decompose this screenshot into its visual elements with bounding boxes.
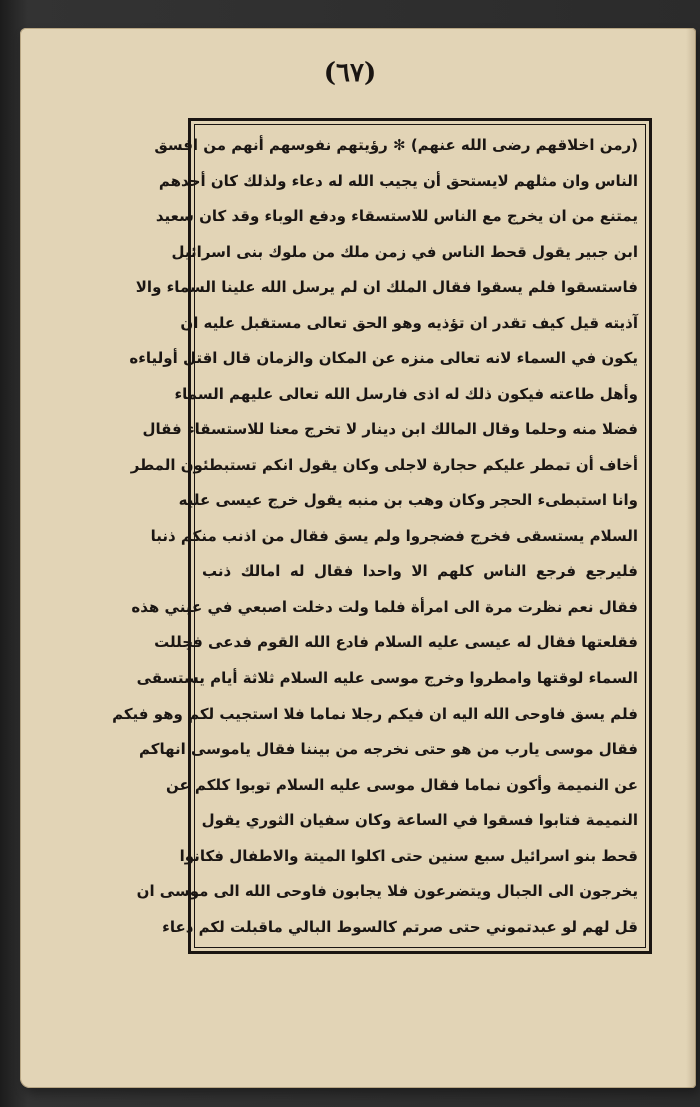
page-edge-shadow (686, 28, 696, 1088)
text-line-21: قحط بنو اسرائيل سبع سنين حتى اكلوا الميتة والاطفال فكانوا (179, 846, 638, 865)
text-line-13: فليرجع فرجع الناس كلهم الا واحدا فقال له امالك ذنب (202, 562, 638, 581)
page-number: (٦٧) (323, 58, 377, 88)
main-text-block (112, 130, 638, 942)
text-line-23: قل لهم لو عبدتموني حتى صرتم كالسوط البالي ماقبلت لكم دعاء (162, 917, 638, 936)
text-line-3: يمتنع من ان يخرج مع الناس للاستسقاء ودفع الوباء وقد كان سعيد (155, 207, 638, 226)
text-line-1: (رمن اخلاقهم رضى الله عنهم) ✻ رؤيتهم نفوسهم أنهم من افسق (154, 136, 638, 154)
text-line-6: آذيته قيل كيف تقدر ان تؤذيه وهو الحق تعالى مستقبل عليه ان (180, 313, 638, 332)
text-line-4: ابن جبير يقول قحط الناس في زمن ملك من ملوك بنى اسرائيل (171, 242, 638, 261)
text-line-17: فلم يسق فاوحى الله اليه ان فيكم رجلا نماما فلا استجيب لكم وهو فيكم (112, 704, 638, 723)
text-line-19: عن النميمة وأكون نماما فقال موسى عليه السلام توبوا كلكم عن (165, 775, 638, 794)
text-line-16: السماء لوقتها وامطروا وخرج موسى عليه السلام ثلاثة أيام يستسقى (136, 668, 638, 687)
text-line-5: فاستسقوا فلم يسقوا فقال الملك ان لم يرسل الله علينا السماء والا (135, 278, 638, 297)
text-line-8: وأهل طاعته فيكون ذلك له اذى فارسل الله تعالى عليهم السماء (174, 384, 638, 403)
text-line-18: فقال موسى يارب من هو حتى نخرجه من بيننا فقال ياموسى انهاكم (138, 740, 638, 759)
text-line-10: أخاف أن تمطر عليكم حجارة لاجلى وكان يقول انكم تستبطئون المطر (130, 455, 638, 474)
text-line-9: فضلا منه وحلما وقال المالك ابن دينار لا تخرج معنا للاستسقاء فقال (142, 420, 638, 439)
text-line-2: الناس وان مثلهم لايستحق أن يجيب الله له دعاء ولذلك كان أحدهم (158, 171, 638, 190)
text-line-12: السلام يستسقى فخرج فضجروا ولم يسق فقال من اذنب منكم ذنبا (150, 526, 638, 545)
text-line-15: فقلعتها فقال له عيسى عليه السلام فادع الله القوم فدعى فجللت (154, 633, 638, 652)
text-line-7: يكون في السماء لانه تعالى منزه عن المكان والزمان قال اقتل أولياءه (129, 349, 638, 368)
text-line-11: وانا استبطىء الحجر وكان وهب بن منبه يقول خرج عيسى عليه (178, 491, 638, 510)
text-line-22: يخرجون الى الجبال ويتضرعون فلا يجابون فاوحى الله الى موسى ان (136, 882, 638, 901)
text-line-14: فقال نعم نظرت مرة الى امرأة فلما ولت دخلت اصبعي في عيني هذه (131, 597, 638, 616)
text-line-20: النميمة فتابوا فسقوا في الساعة وكان سفيان الثوري يقول (201, 811, 638, 830)
